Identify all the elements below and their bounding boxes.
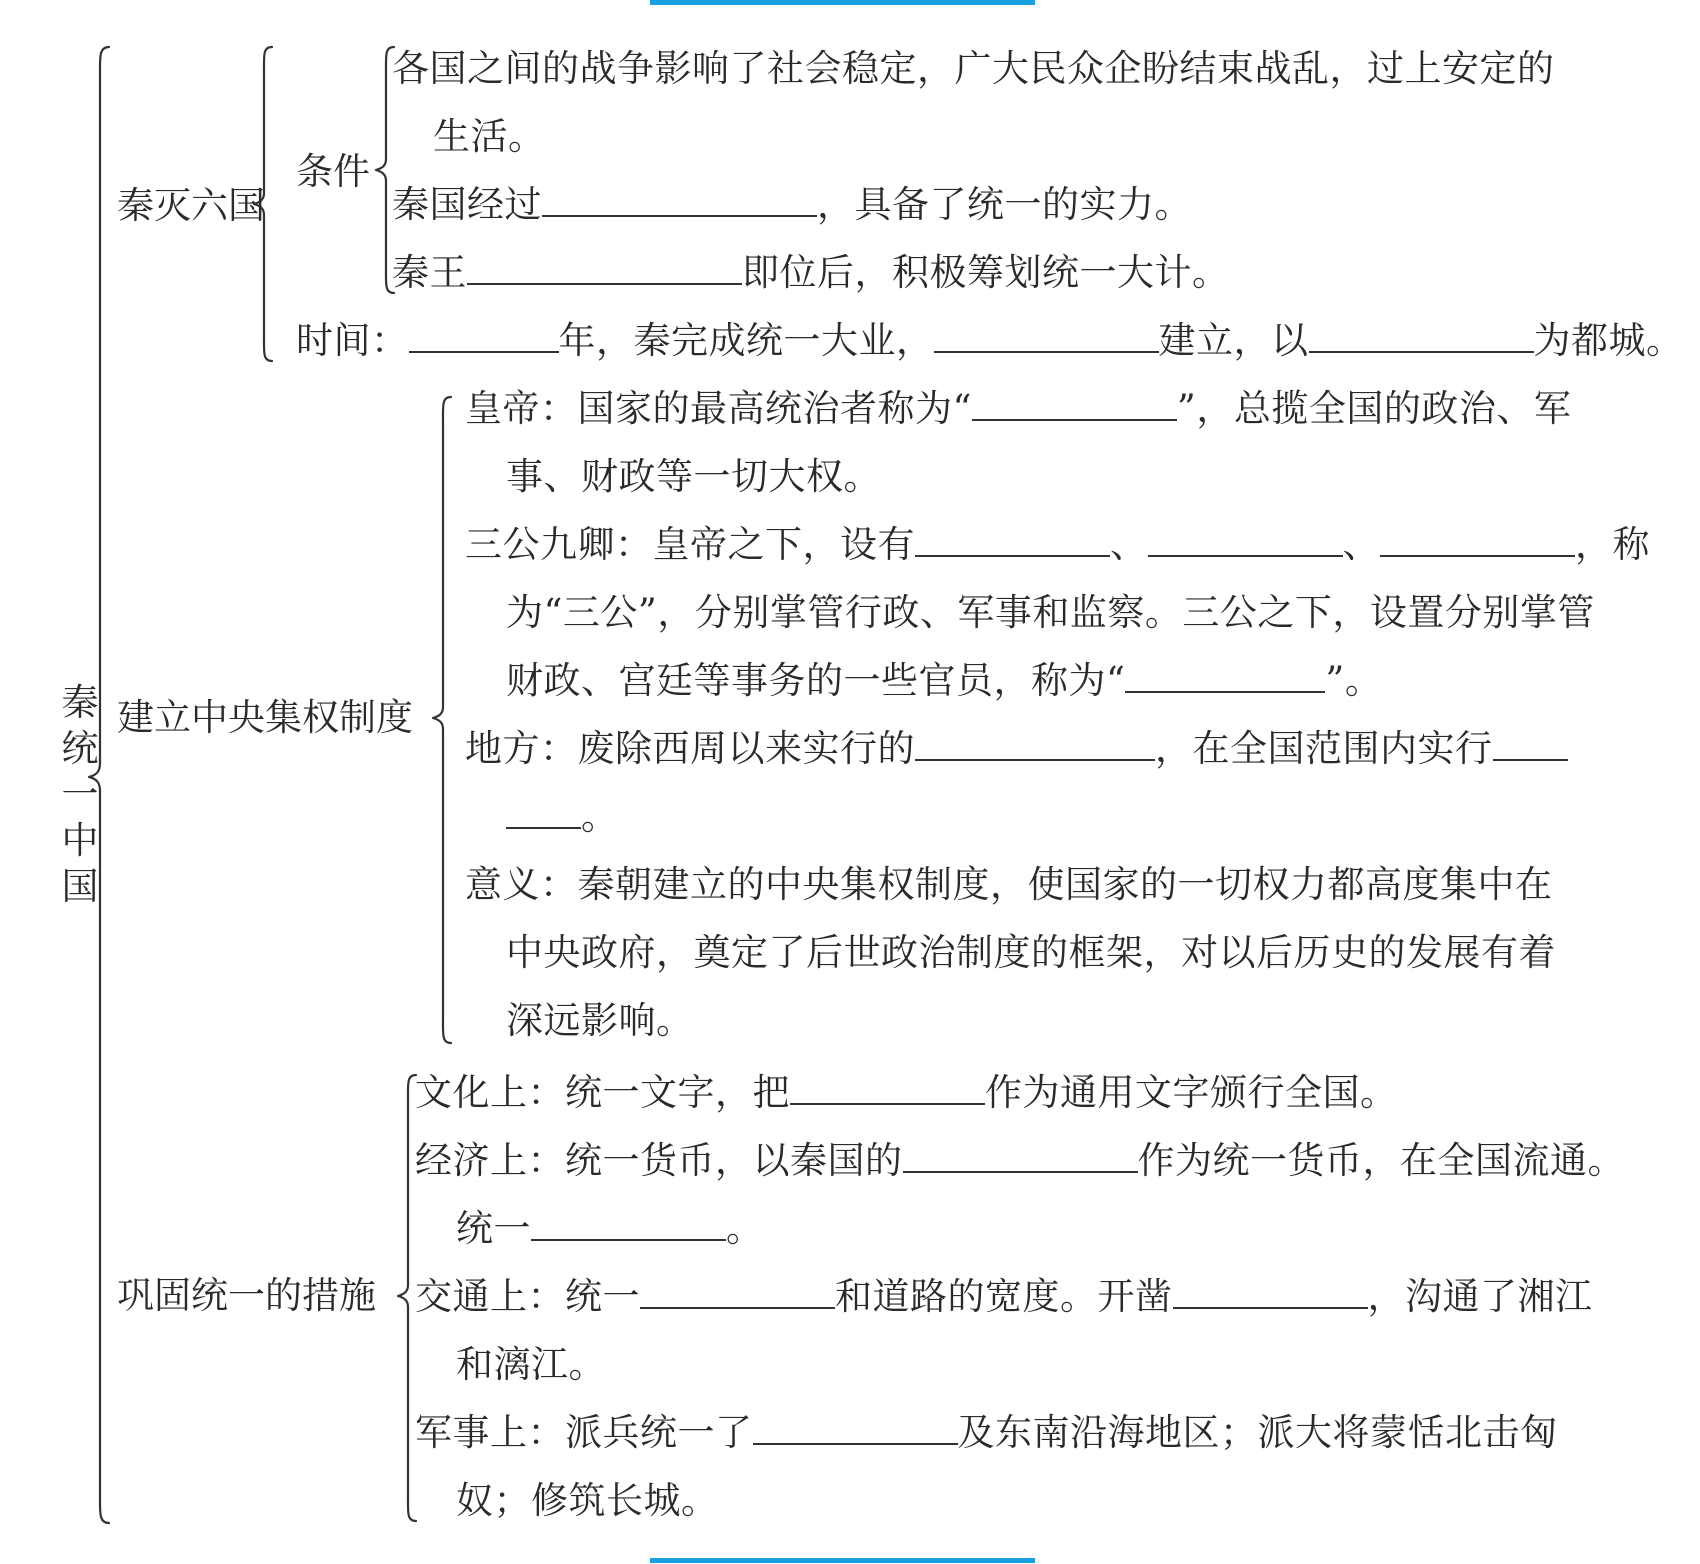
- emperor-line: 皇帝：国家的最高统治者称为“ ”，总揽全国的政治、军: [465, 387, 1572, 430]
- ministers-line-2: 为“三公”，分别掌管行政、军事和监察。三公之下，设置分别掌管: [506, 591, 1595, 634]
- section-label-consolidation: 巩固统一的措施: [117, 1274, 376, 1317]
- root-title-char: 秦: [61, 681, 99, 724]
- blank[interactable]: [467, 253, 742, 285]
- cond-line-2: 秦国经过 ，具备了统一的实力。: [392, 183, 1192, 226]
- blank[interactable]: [753, 1413, 958, 1445]
- ministers-line-3: 财政、宫廷等事务的一些官员，称为“ ”。: [506, 659, 1383, 702]
- military-line-cont: 奴；修筑长城。: [456, 1479, 719, 1522]
- blank[interactable]: [915, 729, 1155, 761]
- blank[interactable]: [972, 389, 1177, 421]
- root-title-char: 统: [61, 727, 99, 770]
- blank[interactable]: [1148, 525, 1343, 557]
- section-label-qin-conquest: 秦灭六国: [117, 184, 265, 227]
- transport-line: 交通上：统一 和道路的宽度。开凿 ，沟通了湘江: [415, 1275, 1593, 1318]
- blank[interactable]: [1493, 729, 1568, 761]
- ministers-line: 三公九卿：皇帝之下，设有 、 、 ，称: [465, 523, 1650, 566]
- time-line: 时间： 年，秦完成统一大业， 建立，以 为都城。: [296, 319, 1684, 362]
- significance-line-3: 深远影响。: [506, 999, 694, 1042]
- blank[interactable]: [1125, 661, 1325, 693]
- blank[interactable]: [506, 797, 581, 829]
- root-title-char: 中: [61, 819, 99, 862]
- conditions-label: 条件: [296, 150, 370, 193]
- cond-line-3: 秦王 即位后，积极筹划统一大计。: [392, 251, 1230, 294]
- section-label-central-system: 建立中央集权制度: [117, 696, 413, 739]
- blank[interactable]: [1309, 321, 1534, 353]
- economy-line: 经济上：统一货币，以秦国的 作为统一货币，在全国流通。: [415, 1139, 1625, 1182]
- top-accent-bar: [650, 0, 1035, 5]
- emperor-line-cont: 事、财政等一切大权。: [506, 455, 881, 498]
- root-title-char: 国: [61, 865, 99, 908]
- local-line: 地方：废除西周以来实行的 ，在全国范围内实行: [465, 715, 1568, 783]
- blank[interactable]: [1380, 525, 1575, 557]
- transport-line-cont: 和漓江。: [456, 1343, 606, 1386]
- blank[interactable]: [531, 1209, 726, 1241]
- blank[interactable]: [640, 1277, 835, 1309]
- root-brace: [95, 45, 115, 1525]
- cond-line-1: 各国之间的战争影响了社会稳定，广大民众企盼结束战乱，过上安定的: [392, 47, 1555, 90]
- blank[interactable]: [790, 1073, 985, 1105]
- military-line: 军事上：派兵统一了 及东南沿海地区；派大将蒙恬北击匈: [415, 1411, 1558, 1454]
- bottom-accent-bar: [650, 1558, 1035, 1563]
- blank[interactable]: [903, 1141, 1138, 1173]
- cond-line-1-cont: 生活。: [433, 115, 546, 158]
- culture-line: 文化上：统一文字，把 作为通用文字颁行全国。: [415, 1071, 1398, 1114]
- local-line-cont: 。: [506, 783, 619, 851]
- blank[interactable]: [915, 525, 1110, 557]
- blank[interactable]: [542, 185, 817, 217]
- blank[interactable]: [409, 321, 559, 353]
- sec2-brace: [437, 395, 457, 1045]
- economy-line-cont: 统一 。: [456, 1207, 764, 1250]
- root-title-char: 一: [61, 773, 99, 816]
- blank[interactable]: [934, 321, 1159, 353]
- significance-line-2: 中央政府，奠定了后世政治制度的框架，对以后历史的发展有着: [506, 931, 1556, 974]
- significance-line-1: 意义：秦朝建立的中央集权制度，使国家的一切权力都高度集中在: [465, 863, 1553, 906]
- blank[interactable]: [1173, 1277, 1368, 1309]
